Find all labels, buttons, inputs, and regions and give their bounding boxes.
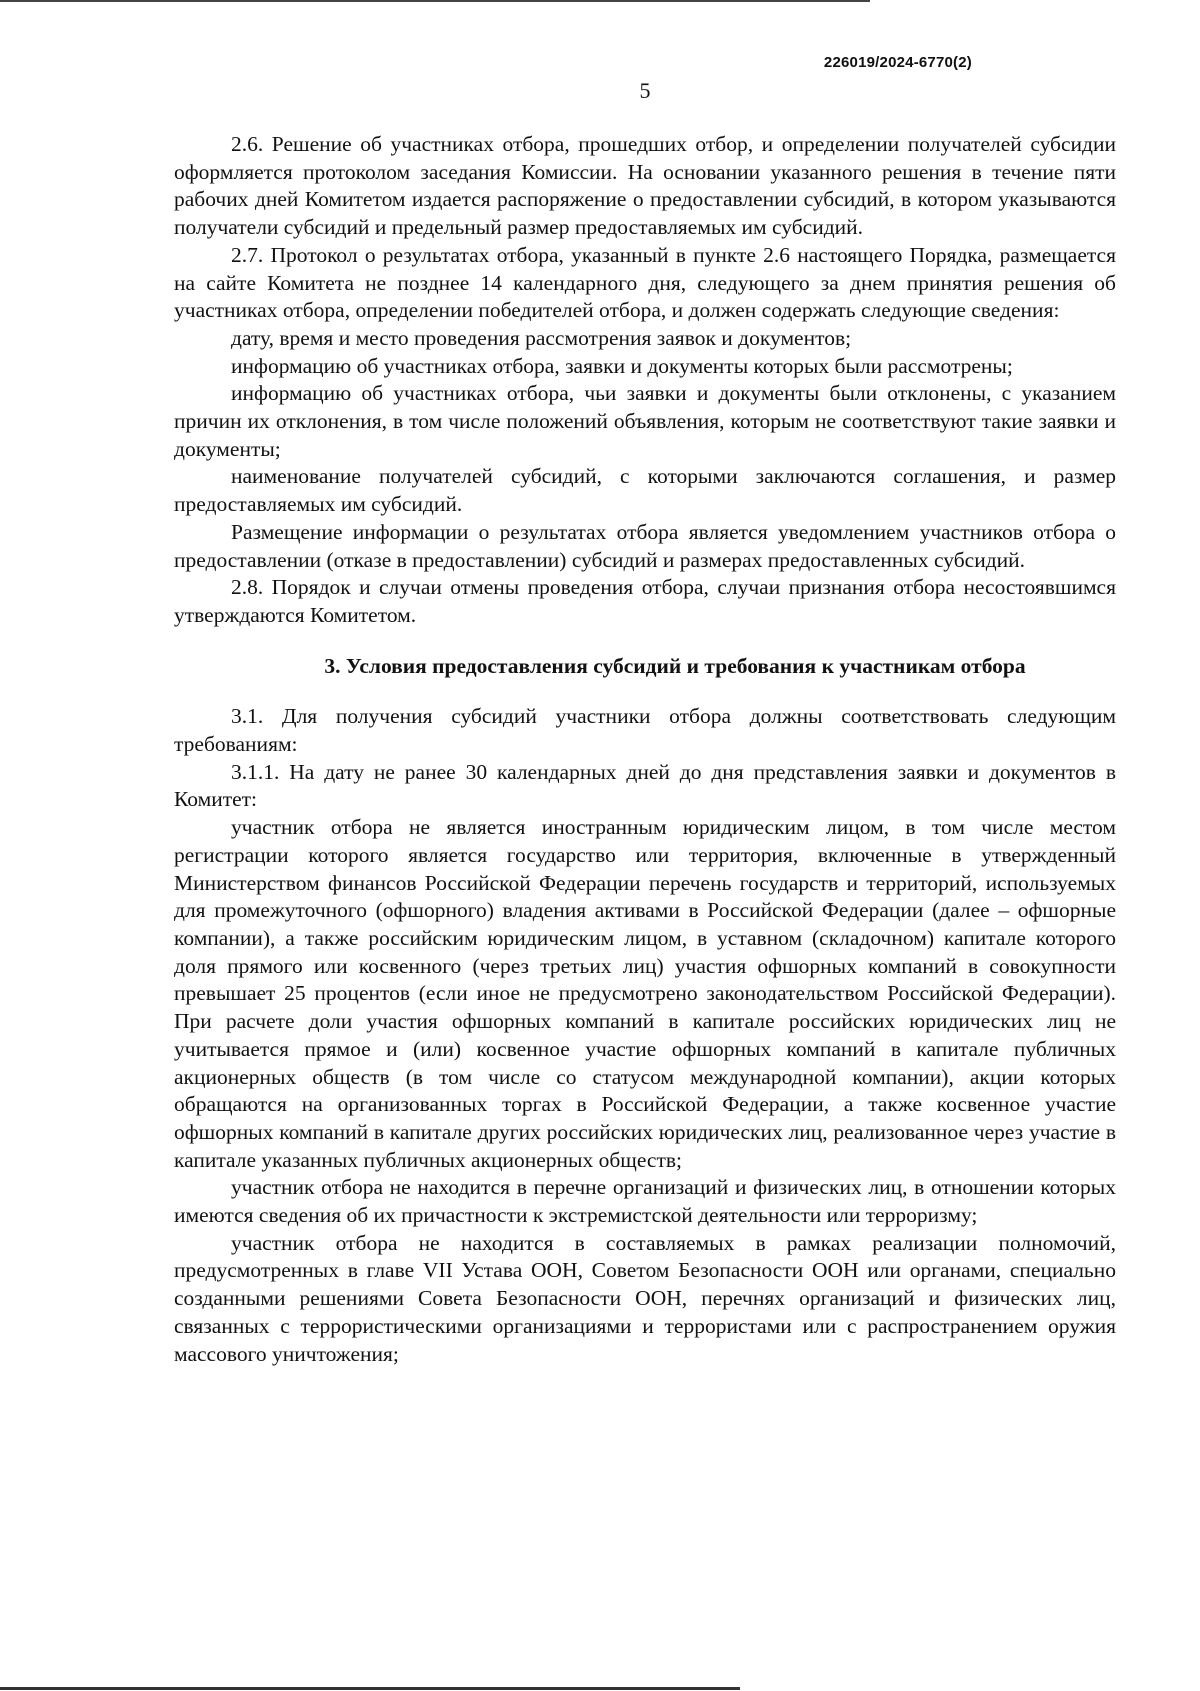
paragraph-2-7-item-rejected: информацию об участниках отбора, чьи заявки и документы были отклонены, с указанием причин их отклонения, в том числе положений объявления, которым не соответствуют такие заявки и документы; xyxy=(174,381,1116,461)
paragraph-3-1-1-extremism: участник отбора не находится в перечне организаций и физических лиц, в отношении которых имеются сведения об их причастности к экстремистской деятельности или терроризму; xyxy=(174,1175,1116,1228)
paragraph-2-7-item-date: дату, время и место проведения рассмотрения заявок и документов; xyxy=(231,325,852,350)
document-registration-number: 226019/2024-6770(2) xyxy=(823,54,972,71)
paragraph-3-1-1-un-lists: участник отбора не находится в составляемых в рамках реализации полномочий, предусмотренных в главе VII Устава ООН, Советом Безопасности ООН или органами, специально созданными решениями Совета Безопасности ООН, перечнях организаций и физических лиц, связанных с террористическими организациями и террористами или с распространением оружия массового уничтожения; xyxy=(174,1230,1116,1366)
paragraph-2-7-notice: Размещение информации о результатах отбора является уведомлением участников отбора о предоставлении (отказе в предоставлении) субсидий и размерах предоставленных субсидий. xyxy=(174,519,1116,572)
section-3-heading: 3. Условия предоставления субсидий и требования к участникам отбора xyxy=(324,653,1026,678)
paragraph-2-6: 2.6. Решение об участниках отбора, прошедших отбор, и определении получателей субсидии оформляется протоколом заседания Комиссии. На основании указанного решения в течение пяти рабочих дней Комитетом издается распоряжение о предоставлении субсидий, в котором указываются получатели субсидий и предельный размер предоставляемых им субсидий. xyxy=(174,132,1116,240)
paragraph-2-8: 2.8. Порядок и случаи отмены проведения отбора, случаи признания отбора несостоявшимся утверждаются Комитетом. xyxy=(174,575,1116,627)
paragraph-2-7: 2.7. Протокол о результатах отбора, указанный в пункте 2.6 настоящего Порядка, размещается на сайте Комитета не позднее 14 календарного дня, следующего за днем принятия решения об участниках отбора, определении победителей отбора, и должен содержать следующие сведения: xyxy=(174,242,1116,323)
page-number: 5 xyxy=(639,78,651,103)
scan-edge-top xyxy=(0,0,870,2)
paragraph-2-7-item-reviewed: информацию об участниках отбора, заявки и документы которых были рассмотрены; xyxy=(231,353,1013,378)
paragraph-3-1-1-offshore: участник отбора не является иностранным юридическим лицом, в том числе местом регистрации которого является государство или территория, включенные в утвержденный Министерством финансов Российской Федерации перечень государств и территорий, используемых для промежуточного (офшорного) владения активами в Российской Федерации (далее – офшорные компании), а также российским юридическим лицом, в уставном (складочном) капитале которого доля прямого или косвенного (через третьих лиц) участия офшорных компаний в совокупности превышает 25 процентов (если иное не предусмотрено законодательством Российской Федерации). При расчете доли участия офшорных компаний в капитале российских юридических лиц не учитывается прямое и (или) косвенное участие офшорных компаний в капитале публичных акционерных обществ (в том числе со статусом международной компании), акции которых обращаются на организованных торгах в Российской Федерации, а также косвенное участие офшорных компаний в капитале других российских юридических лиц, реализованное через участие в капитале указанных публичных акционерных обществ; xyxy=(174,815,1116,1172)
paragraph-3-1: 3.1. Для получения субсидий участники отбора должны соответствовать следующим требованиям: xyxy=(174,704,1116,757)
paragraph-2-7-item-recipients: наименование получателей субсидий, с которыми заключаются соглашения, и размер предоставляемых им субсидий. xyxy=(174,464,1116,517)
paragraph-3-1-1: 3.1.1. На дату не ранее 30 календарных дней до дня представления заявки и документов в Комитет: xyxy=(174,759,1116,812)
scan-edge-bottom xyxy=(0,1687,740,1690)
document-body xyxy=(174,131,1116,1368)
